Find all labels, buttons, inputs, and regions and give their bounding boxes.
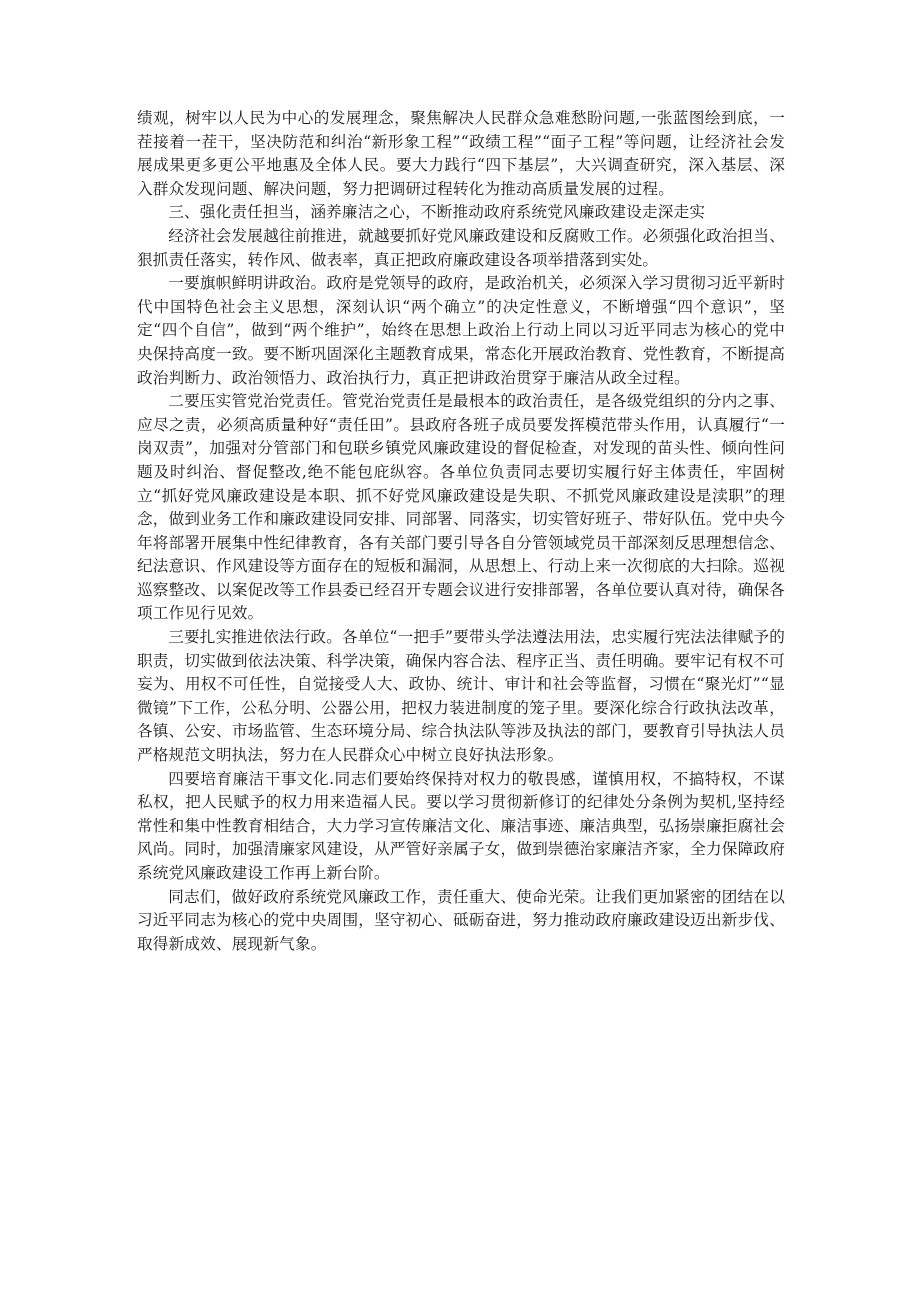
paragraph-point-4: 四要培育廉洁干事文化.同志们要始终保持对权力的敬畏感，谨慎用权，不搞特权，不谋私权，把人民赋予的权力用来造福人民。要以学习贯彻新修订的纪律处分条例为契机,坚持经常性和集中性教育相结合，大力学习宣传廉洁文化、廉洁事迹、廉洁典型，弘扬崇廉拒腐社会风尚。同时，加强清廉家风建设，从严管好亲属子女，做到崇德治家廉洁齐家，全力保障政府系统党风廉政建设工作再上新台阶。 [137, 769, 785, 882]
paragraph-point-3: 三要扎实推进依法行政。各单位“一把手”要带头学法遵法用法，忠实履行宪法法律赋予的职责，切实做到依法决策、科学决策，确保内容合法、程序正当、责任明确。要牢记有权不可妄为、用权不可任性，自觉接受人大、政协、统计、审计和社会等监督，习惯在“聚光灯”“显微镜”下工作，公私分明、公器公用，把权力装进制度的笼子里。要深化综合行政执法改革，各镇、公安、市场监管、生态环境分局、综合执法队等涉及执法的部门，要教育引导执法人员严格规范文明执法，努力在人民群众心中树立良好执法形象。 [137, 628, 785, 765]
paragraph-point-1: 一要旗帜鲜明讲政治。政府是党领导的政府，是政治机关，必须深入学习贯彻习近平新时代中国特色社会主义思想，深刻认识“两个确立”的决定性意义，不断增强“四个意识”，坚定“四个自信”，做到“两个维护”，始终在思想上政治上行动上同以习近平同志为核心的党中央保持高度一致。要不断巩固深化主题教育成果，常态化开展政治教育、党性教育，不断提高政治判断力、政治领悟力、政治执行力，真正把讲政治贯穿于廉洁从政全过程。 [137, 274, 785, 387]
document-body [137, 107, 785, 956]
paragraph-continuation: 绩观，树牢以人民为中心的发展理念，聚焦解决人民群众急难愁盼问题,一张蓝图绘到底，一茬接着一茬干，坚决防范和纠治“新形象工程”“政绩工程”“面子工程”等问题，让经济社会发展成果更多更公平地惠及全体人民。要大力践行“四下基层”，大兴调查研究，深入基层、深入群众发现问题、解决问题，努力把调研过程转化为推动高质量发展的过程。 [137, 109, 785, 198]
paragraph-closing: 同志们，做好政府系统党风廉政工作，责任重大、使命光荣。让我们更加紧密的团结在以习近平同志为核心的党中央周围，坚守初心、砥砺奋进，努力推动政府廉政建设迈出新步伐、取得新成效、展现新气象。 [137, 887, 785, 953]
paragraph-point-2: 二要压实管党治党责任。管党治党责任是最根本的政治责任，是各级党组织的分内之事、应尽之责，必须高质量种好“责任田”。县政府各班子成员要发挥模范带头作用，认真履行“一岗双责”，加强对分管部门和包联乡镇党风廉政建设的督促检查，对发现的苗头性、倾向性问题及时纠治、督促整改,绝不能包庇纵容。各单位负责同志要切实履行好主体责任，牢固树立“抓好党风廉政建设是本职、抓不好党风廉政建设是失职、不抓党风廉政建设是渎职”的理念，做到业务工作和廉政建设同安排、同部署、同落实，切实管好班子、带好队伍。党中央今年将部署开展集中性纪律教育，各有关部门要引导各自分管领域党员干部深刻反思理想信念、纪法意识、作风建设等方面存在的短板和漏洞，从思想上、行动上来一次彻底的大扫除。巡视巡察整改、以案促改等工作县委已经召开专题会议进行安排部署，各单位要认真对待，确保各项工作见行见效。 [137, 392, 785, 623]
section-heading-3: 三、强化责任担当，涵养廉洁之心，不断推动政府系统党风廉政建设走深走实 [168, 203, 706, 222]
paragraph-intro: 经济社会发展越往前推进，就越要抓好党风廉政建设和反腐败工作。必须强化政治担当、狠抓责任落实，转作风、做表率，真正把政府廉政建设各项举措落到实处。 [137, 226, 785, 269]
